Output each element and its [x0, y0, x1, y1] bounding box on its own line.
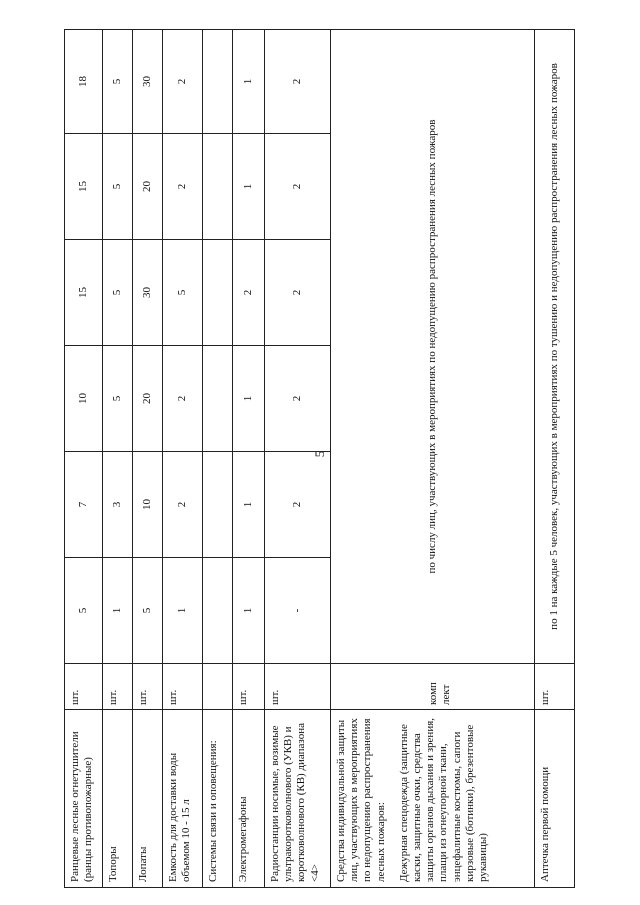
row-value: 5 — [103, 240, 133, 346]
row-value: 2 — [265, 30, 331, 134]
row-value: 30 — [133, 30, 163, 134]
row-unit: шт. — [163, 664, 203, 710]
table-row — [133, 30, 163, 888]
ppe-unit: комп лект — [427, 682, 453, 705]
row-name: Аптечка первой помощи — [535, 710, 575, 888]
unit-spacer — [335, 668, 427, 705]
row-value: - — [265, 558, 331, 664]
row-value: 5 — [103, 30, 133, 134]
row-name: Радиостанции носимые, возимые ультракоротковолнового (УКВ) и коротковолнового (КВ) диапазона <4> — [265, 710, 331, 888]
table-row — [163, 30, 203, 888]
row-unit: шт. — [65, 664, 103, 710]
row-value — [203, 558, 233, 664]
ppe-detail: Дежурная спецодежда (защитные каски, защитные очки, средства защиты органов дыхания и зрения, плащи из огнеупорной ткани, энцефалитные костюмы, сапоги кирзовые (ботинки), брезентовые рукавицы) — [397, 717, 489, 882]
row-name-ppe — [331, 710, 535, 888]
row-value: 2 — [233, 240, 265, 346]
row-value: 2 — [265, 240, 331, 346]
row-value: 1 — [233, 558, 265, 664]
row-name: Топоры — [103, 710, 133, 888]
row-value: 30 — [133, 240, 163, 346]
row-name: Лопаты — [133, 710, 163, 888]
row-value: 1 — [233, 346, 265, 452]
row-value — [203, 452, 233, 558]
row-unit: шт. — [535, 664, 575, 710]
row-value: 2 — [163, 134, 203, 240]
table-row — [203, 30, 233, 888]
row-value: 5 — [103, 134, 133, 240]
equipment-table-sheet — [64, 30, 574, 888]
row-name: Ранцевые лесные огнетушители (ранцы противопожарные) — [65, 710, 103, 888]
row-unit: шт. — [265, 664, 331, 710]
row-value — [203, 134, 233, 240]
row-value: 10 — [65, 346, 103, 452]
row-name: Системы связи и оповещения: — [203, 710, 233, 888]
row-value: 2 — [163, 346, 203, 452]
row-value: 3 — [103, 452, 133, 558]
row-value: 20 — [133, 134, 163, 240]
row-unit — [331, 664, 535, 710]
table-row — [103, 30, 133, 888]
row-value: 2 — [265, 452, 331, 558]
equipment-table — [64, 29, 575, 888]
row-name: Электромегафоны — [233, 710, 265, 888]
table-row — [265, 30, 331, 888]
firstaid-span-text: по 1 на каждые 5 человек, участвующих в мероприятиях по тушению и недопущению распространения лесных пожаров — [535, 30, 575, 664]
row-unit: шт. — [233, 664, 265, 710]
row-value: 20 — [133, 346, 163, 452]
row-value: 5 — [133, 558, 163, 664]
row-value: 1 — [233, 30, 265, 134]
row-name: Емкость для доставки воды объемом 10 - 15 л — [163, 710, 203, 888]
row-value: 18 — [65, 30, 103, 134]
row-value — [203, 346, 233, 452]
row-unit — [203, 664, 233, 710]
row-value: 5 — [163, 240, 203, 346]
row-value: 1 — [233, 134, 265, 240]
row-value: 2 — [265, 346, 331, 452]
page-number: 5 — [312, 450, 327, 458]
table-row — [233, 30, 265, 888]
row-value: 1 — [163, 558, 203, 664]
ppe-span-text: по числу лиц, участвующих в мероприятиях по недопущению распространения лесных пожаров — [331, 30, 535, 664]
row-value: 1 — [103, 558, 133, 664]
row-value — [203, 240, 233, 346]
row-value: 2 — [163, 452, 203, 558]
row-unit: шт. — [103, 664, 133, 710]
row-unit: шт. — [133, 664, 163, 710]
row-value: 10 — [133, 452, 163, 558]
table-row — [65, 30, 103, 888]
row-value: 2 — [163, 30, 203, 134]
ppe-spacer — [388, 715, 398, 882]
table-stage — [64, 30, 574, 888]
row-value: 15 — [65, 134, 103, 240]
row-value: 7 — [65, 452, 103, 558]
table-row-firstaid — [535, 30, 575, 888]
table-row-ppe — [331, 30, 535, 888]
row-value: 15 — [65, 240, 103, 346]
row-value: 5 — [103, 346, 133, 452]
row-value: 5 — [65, 558, 103, 664]
row-value: 2 — [265, 134, 331, 240]
row-value: 1 — [233, 452, 265, 558]
ppe-intro: Средства индивидуальной защиты лиц, участвующих в мероприятиях по недопущению распространения лесных пожаров: — [335, 718, 387, 882]
row-value — [203, 30, 233, 134]
